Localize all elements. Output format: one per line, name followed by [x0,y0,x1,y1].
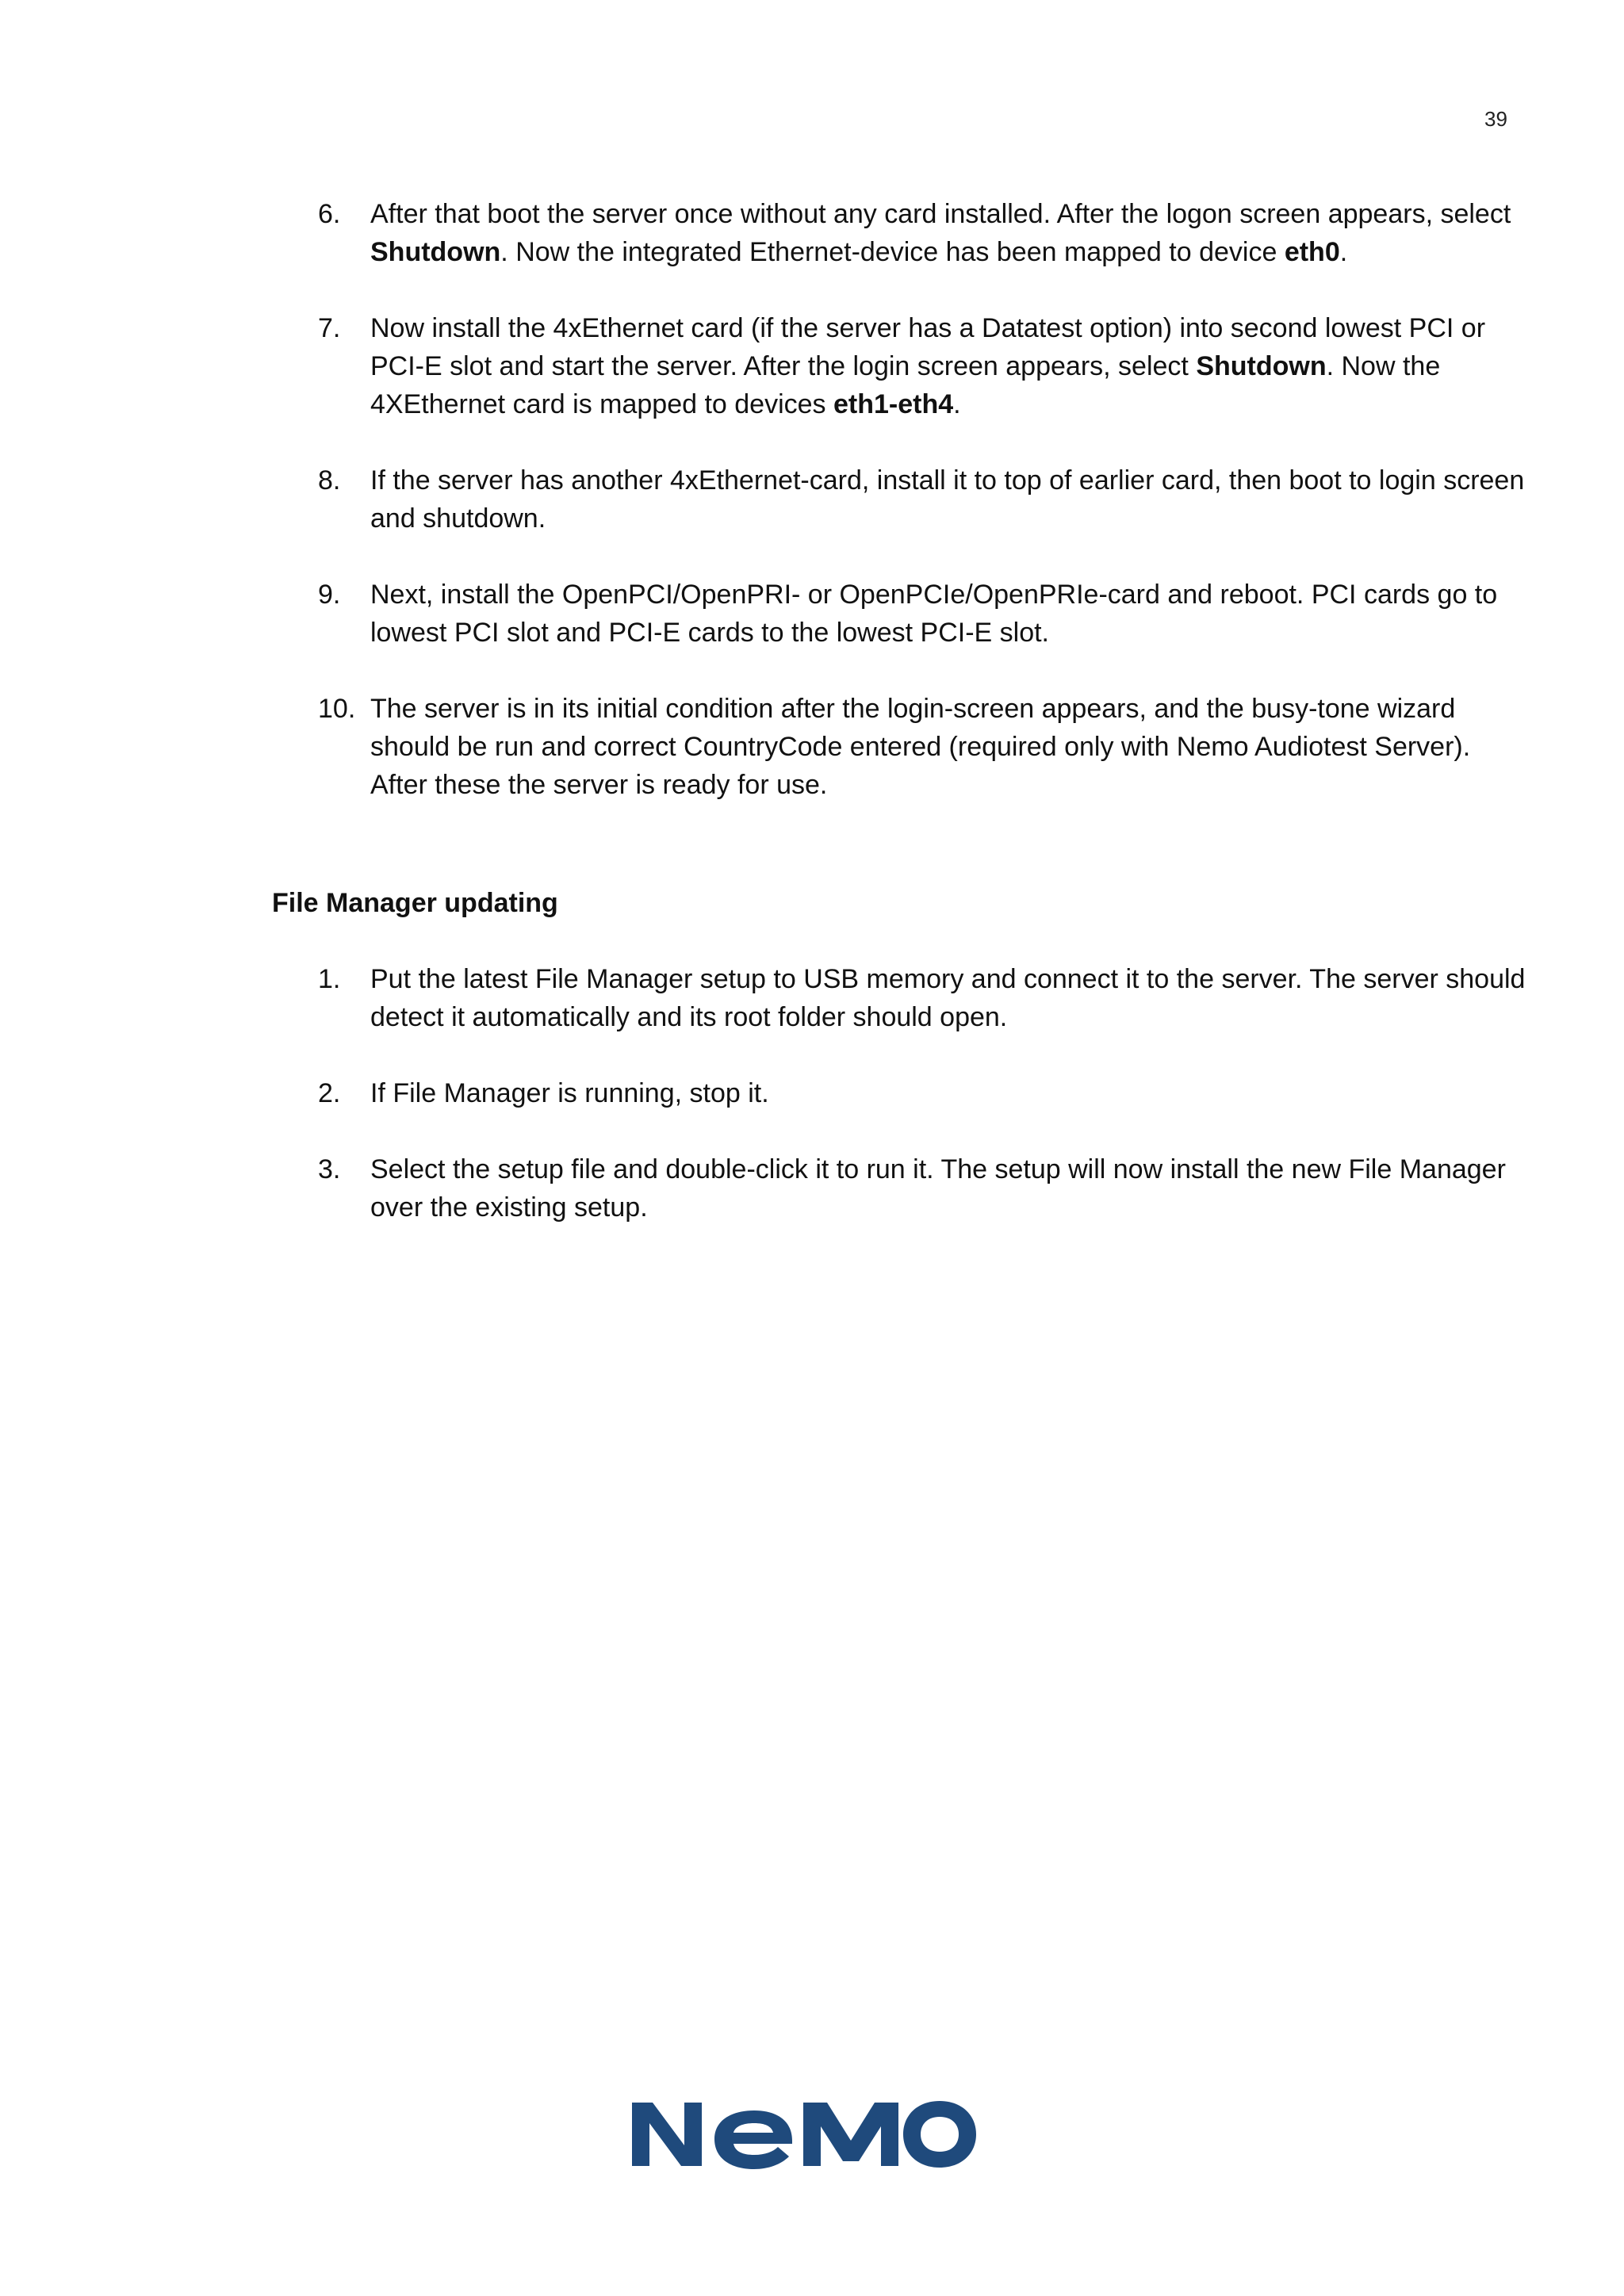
list-item-number: 3. [318,1154,341,1184]
list-item-bold-text: eth0 [1284,237,1340,267]
logo-letter-m [803,2103,898,2166]
list-item-text: Next, install the OpenPCI/OpenPRI- or OpenPCIe/OpenPRIe-card and reboot. PCI cards go to lowest PCI slot and PCI-E cards to the lowest PCI-E slot. [370,580,1498,648]
list-item-number: 7. [318,313,341,343]
upper-list [314,195,1527,842]
list-item [314,309,1527,423]
list-item-number: 1. [318,964,341,994]
list-item [314,960,1527,1036]
list-item-text: If File Manager is running, stop it. [370,1078,769,1108]
list-item [314,195,1527,271]
list-item-number: 10. [318,694,356,724]
logo-letter-e [714,2110,792,2169]
list-item-text: . Now the 4XEthernet card is mapped to devices [370,351,1441,419]
lower-list [314,960,1527,1265]
list-item [314,461,1527,538]
list-item-text: Put the latest File Manager setup to USB memory and connect it to the server. The server should detect it automatically and its root folder should open. [370,964,1526,1032]
list-item-number: 2. [318,1078,341,1108]
list-item-number: 8. [318,465,341,496]
list-item-bold-text: eth1-eth4 [833,389,954,419]
logo-letter-n [632,2103,702,2166]
list-item-text: The server is in its initial condition after the login-screen appears, and the busy-tone wizard should be run and correct CountryCode entered (required only with Nemo Audiotest Server). After these the server is ready for use. [370,694,1471,800]
section-heading: File Manager updating [272,888,558,918]
list-item-number: 6. [318,199,341,229]
list-item-bold-text: Shutdown [1196,351,1327,381]
list-item-text: After that boot the server once without any card installed. After the logon screen appears, select [370,199,1511,229]
list-item [314,1074,1527,1112]
list-item-text: . [1339,237,1348,267]
list-item-text: . Now the integrated Ethernet-device has been mapped to device [500,237,1285,267]
list-item [314,576,1527,652]
list-item-bold-text: Shutdown [370,237,501,267]
list-item-text: . [953,389,961,419]
list-item-text: Select the setup file and double-click it to run it. The setup will now install the new File Manager over the existing setup. [370,1154,1506,1223]
logo-letter-o [903,2101,976,2168]
nemo-logo [629,2098,978,2171]
list-item [314,1150,1527,1226]
list-item [314,690,1527,804]
page-number: 39 [1484,107,1507,131]
list-item-text: Now install the 4xEthernet card (if the server has a Datatest option) into second lowest PCI or PCI-E slot and start the server. After the login screen appears, select [370,313,1486,381]
list-item-number: 9. [318,580,341,610]
list-item-text: If the server has another 4xEthernet-card, install it to top of earlier card, then boot to login screen and shutdown. [370,465,1525,534]
